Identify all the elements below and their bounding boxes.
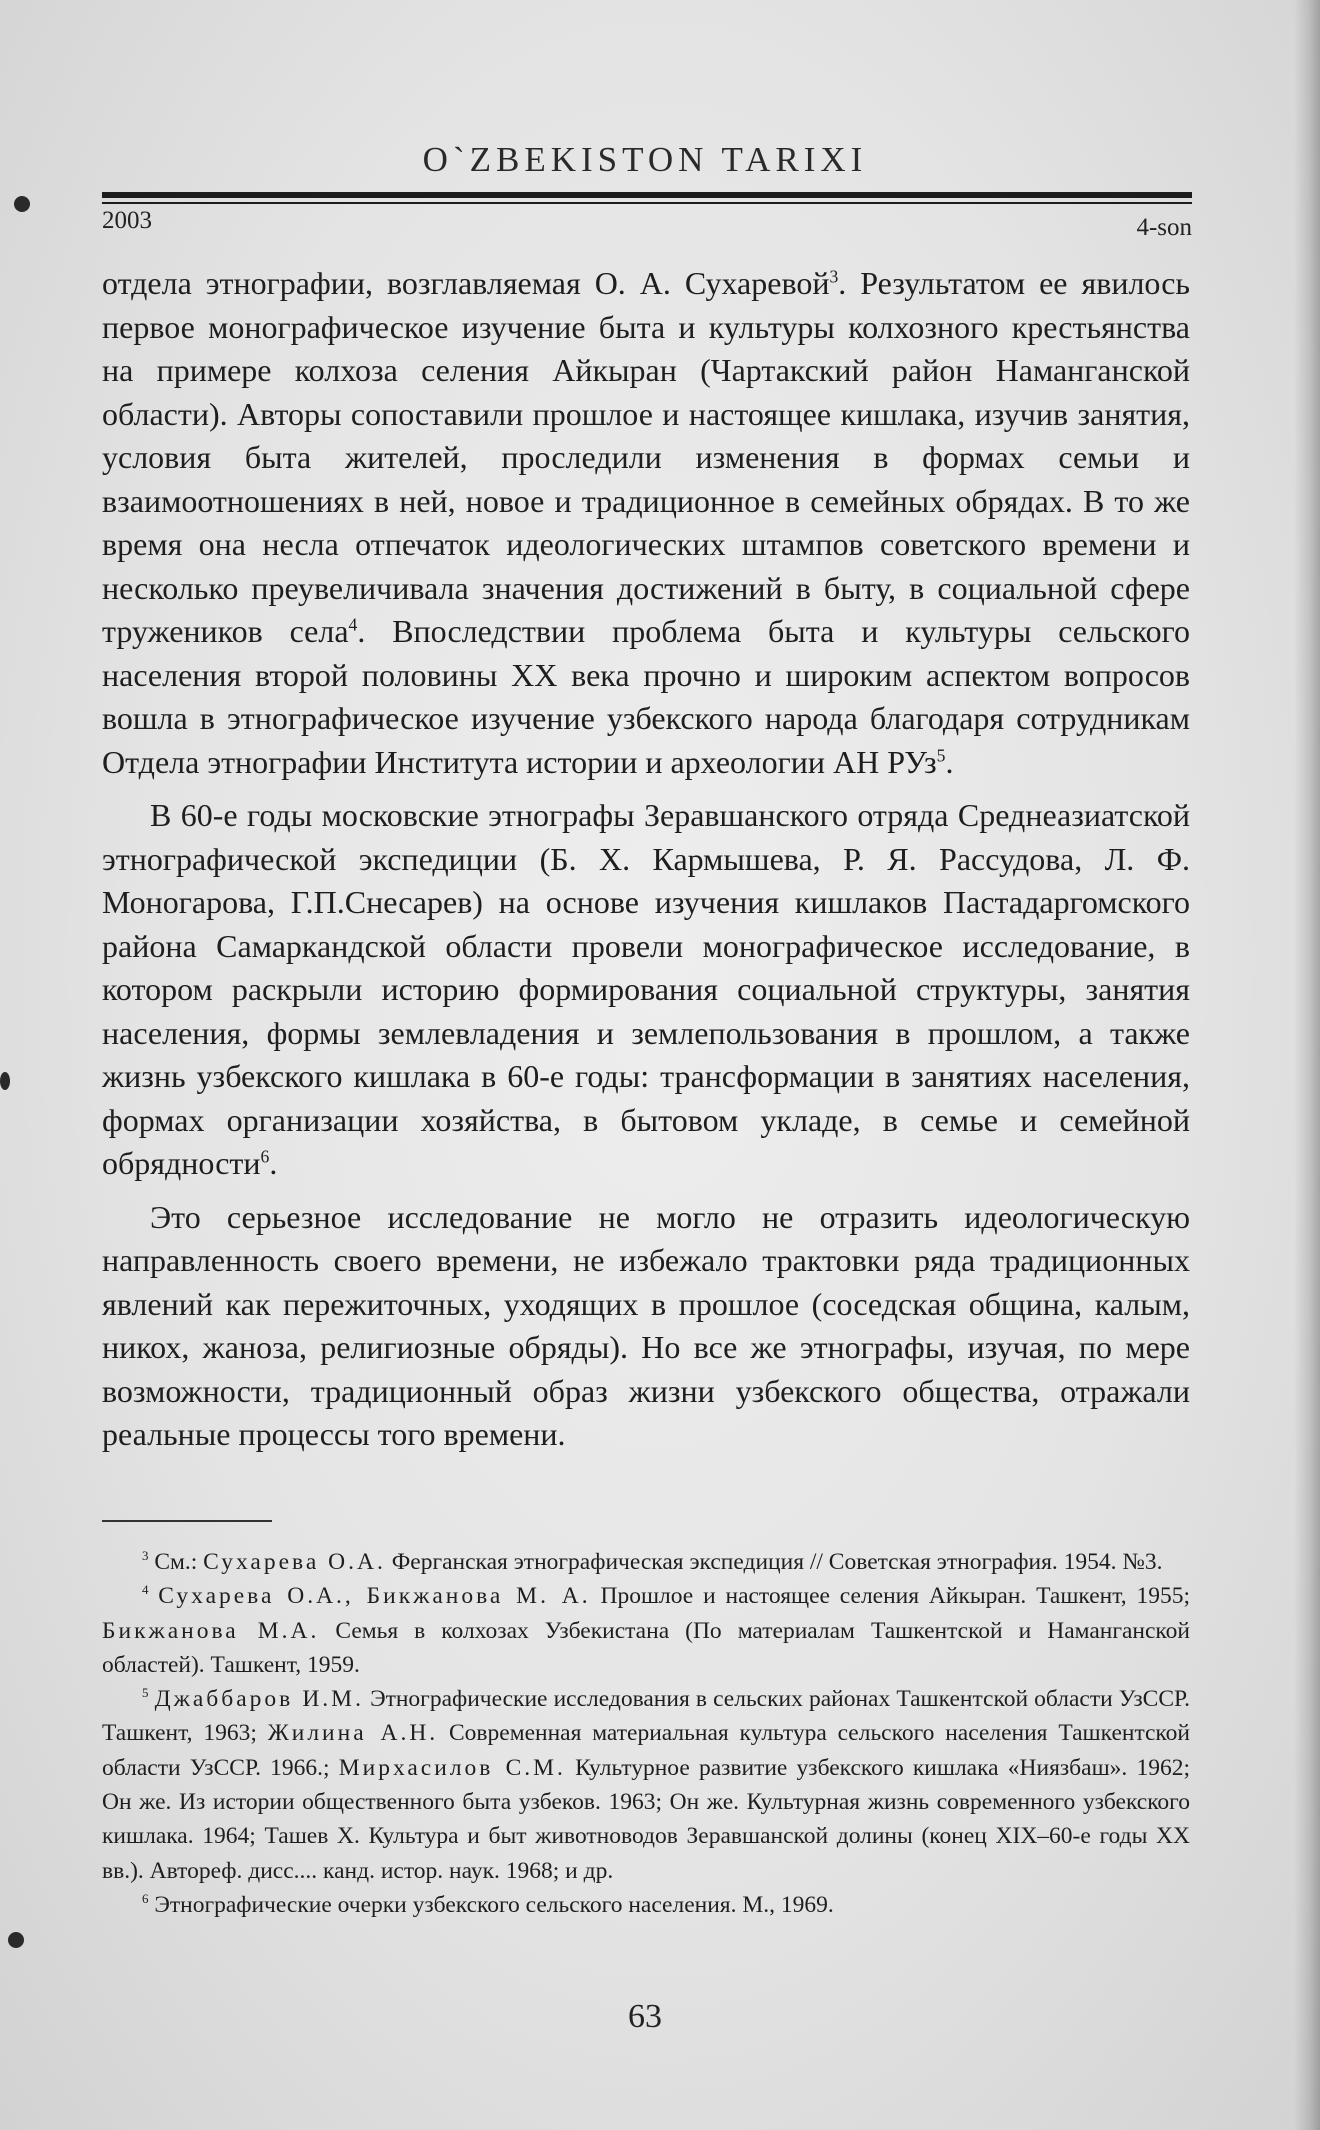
binder-hole-bottom [8, 1932, 24, 1948]
footnote-5-author-3: Мирхасилов С.М. [338, 1754, 566, 1781]
page-number: 63 [628, 1998, 662, 2035]
footnote-5 [102, 1682, 1190, 1888]
footnote-3-text: Ферганская этнографическая экспедиция // Советская этнография. 1954. №3. [385, 1549, 1163, 1575]
footnote-5-author-1: Джаббаров И.М. [154, 1686, 364, 1713]
footnote-3-prefix: См.: [148, 1549, 204, 1575]
paragraph-1 [102, 262, 1190, 784]
footnote-ref-4: 4 [348, 614, 358, 635]
footnote-ref-5: 5 [936, 744, 946, 765]
article-body [102, 262, 1190, 1467]
paragraph-1-text-b: . Результатом ее явилось первое монографическое изучение быта и культуры колхозного крестьянства на примере колхоза селения Айкыран (Чартакский район Наманганской области). Авторы сопоставили прошлое и настоящее кишлака, изучив занятия, условия быта жителей, проследили изменения в формах семьи и взаимоотношениях в ней, новое и традиционное в семейных обрядах. В то же время она несла отпечаток идеологических штампов советского времени и несколько преувеличивала значения достижений в быту, в социальной сфере тружеников села [102, 265, 1190, 649]
footnote-3-author: Сухарева О.А. [203, 1549, 386, 1575]
binder-hole-top [14, 196, 30, 212]
footnote-6-number: 6 [142, 1891, 149, 1907]
footnote-separator [102, 1520, 272, 1522]
footnote-ref-6: 6 [260, 1146, 270, 1167]
footnote-6-text: Этнографические очерки узбекского сельского населения. М., 1969. [148, 1891, 834, 1918]
footnote-4-number: 4 [142, 1582, 149, 1598]
footnote-4 [102, 1579, 1190, 1682]
paragraph-2-text-b: . [269, 1145, 278, 1181]
header-rule-thick [102, 192, 1192, 198]
issue-year: 2003 [102, 207, 152, 234]
binder-hole-middle [0, 1072, 10, 1090]
footnote-6 [102, 1888, 1190, 1922]
paragraph-2 [102, 794, 1190, 1186]
paragraph-1-text-c: . Впоследствии проблема быта и культуры сельского населения второй половины XX века прочно и широким аспектом вопросов вошла в этнографическое изучение узбекского народа благодаря сотрудникам Отдела этнографии Института истории и археологии АН РУз [102, 613, 1191, 780]
paragraph-3: Это серьезное исследование не могло не отразить идеологическую направленность своего времени, не избежало трактовки ряда традиционных явлений как пережиточных, уходящих в прошлое (соседская община, калым, никох, жаноза, религиозные обряды). Но все же этнографы, изучая, по мере возможности, традиционный образ жизни узбекского общества, отражали реальные процессы того времени. [102, 1198, 1190, 1452]
footnote-5-text-3: Культурное развитие узбекского кишлака «Ниязбаш». 1962; Он же. Из истории общественного быта узбеков. 1963; Он же. Культурная жизнь современного узбекского кишлака. 1964; Ташев Х. Культура и быт животноводов Зеравшанской долины (конец XIX–60-е годы XX вв.). Автореф. дисс.... канд. истор. наук. 1968; и др. [102, 1754, 1190, 1884]
footnote-5-number: 5 [142, 1685, 149, 1701]
footnote-5-author-2: Жилина А.Н. [267, 1720, 439, 1747]
footnote-ref-3: 3 [829, 266, 839, 287]
header-rule-thin [102, 202, 1192, 204]
issue-number: 4-son [1136, 214, 1192, 241]
footnote-5-text-1: Этнографические исследования в сельских районах Ташкентской области УзССР. Ташкент, 1963; [102, 1686, 1191, 1747]
footnote-4-text-2: Семья в колхозах Узбекистана (По материалам Ташкентской и Наманганской областей). Ташкент, 1959. [102, 1617, 1190, 1678]
footnote-4-author-1: Сухарева О.А., Бикжанова М. А. [158, 1583, 591, 1610]
paragraph-2-text-a: В 60-е годы московские этнографы Зеравшанского отряда Среднеазиатской этнографической экспедиции (Б. Х. Кармышева, Р. Я. Рассудова, Л. Ф. Моногарова, Г.П.Снесарев) на основе изучения кишлаков Пастадаргомского района Самаркандской области провели монографическое исследование, в котором раскрыли историю формирования социальной структуры, занятия населения, формы землевладения и землепользования в прошлом, а также жизнь узбекского кишлака в 60-е годы: трансформации в занятиях населения, формах организации хозяйства, в бытовом укладе, в семье и семейной обрядности [102, 797, 1190, 1181]
footnote-4-text-1: Прошлое и настоящее селения Айкыран. Ташкент, 1955; [590, 1583, 1190, 1610]
paragraph-1-text-d: . [945, 743, 954, 780]
footnote-3-number: 3 [142, 1548, 149, 1564]
journal-title: O`ZBEKISTON TARIXI [422, 140, 868, 179]
paragraph-1-text-a: отдела этнографии, возглавляемая О. А. Сухаревой [102, 265, 830, 301]
footnote-3 [102, 1545, 1190, 1579]
footnotes [102, 1545, 1190, 1922]
footnote-4-author-2: Бикжанова М.А. [102, 1617, 320, 1644]
page-edge-shadow [1294, 0, 1320, 2130]
footnote-5-text-2: Современная материальная культура сельского населения Ташкентской области УзССР. 1966.; [102, 1720, 1190, 1781]
